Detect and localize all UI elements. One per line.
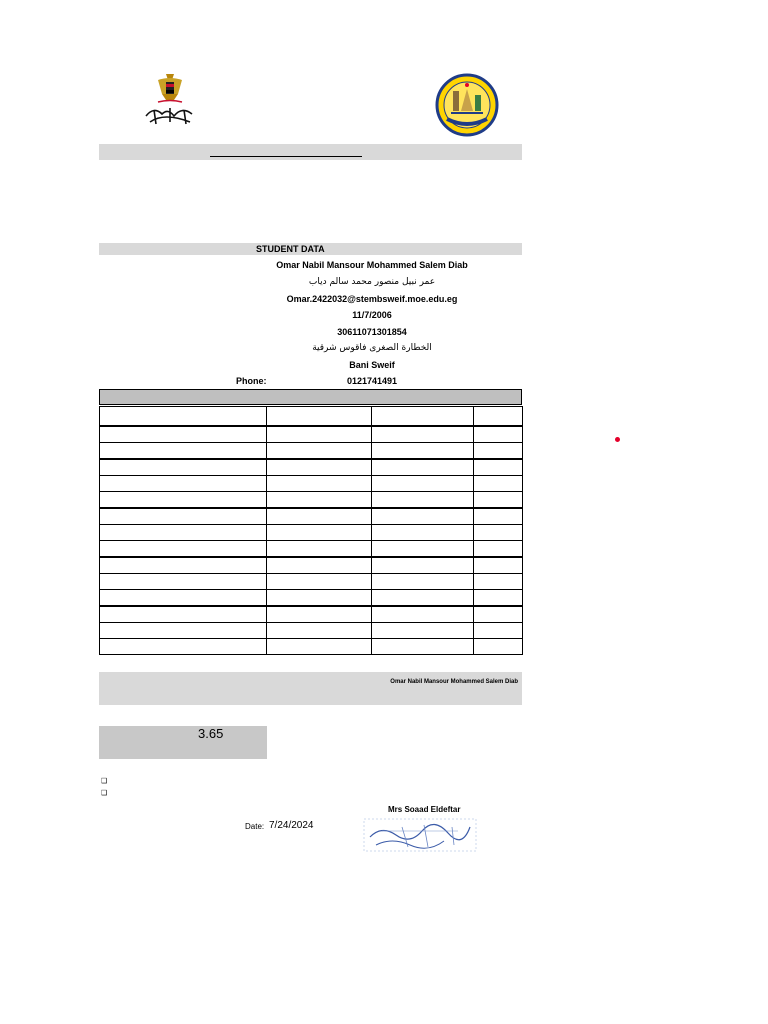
table-row xyxy=(100,426,523,443)
grades-table xyxy=(99,406,523,655)
student-name-bar xyxy=(99,672,522,705)
student-city: Bani Sweif xyxy=(349,360,395,370)
checkbox-bullet-1: ❑ xyxy=(101,778,108,785)
title-bar xyxy=(99,144,522,160)
table-row xyxy=(100,443,523,460)
signer-name: Mrs Soaad Eldeftar xyxy=(388,805,461,814)
footer-student-name: Omar Nabil Mansour Mohammed Salem Diab xyxy=(390,679,518,685)
ministry-logo xyxy=(144,72,196,128)
student-name-ar: عمر نبيل منصور محمد سالم دياب xyxy=(308,277,436,287)
student-data-title: STUDENT DATA xyxy=(256,244,325,254)
table-row xyxy=(100,492,523,509)
table-row xyxy=(100,407,523,427)
student-email: Omar.2422032@stembsweif.moe.edu.eg xyxy=(286,294,458,304)
date-value: 7/24/2024 xyxy=(269,820,314,831)
table-row xyxy=(100,557,523,574)
table-row xyxy=(100,476,523,492)
date-label: Date: xyxy=(245,822,265,831)
title-underline xyxy=(210,156,362,157)
student-national-id: 30611071301854 xyxy=(337,327,407,337)
table-row xyxy=(100,508,523,525)
table-row xyxy=(100,459,523,476)
student-address: الخطارة الصغرى فاقوس شرقية xyxy=(312,343,432,353)
table-row xyxy=(100,639,523,655)
student-phone: 0121741491 xyxy=(346,376,398,386)
table-row xyxy=(100,623,523,639)
school-logo xyxy=(433,73,501,137)
red-dot-marker xyxy=(615,437,620,442)
table-row xyxy=(100,574,523,590)
student-birth-date: 11/7/2006 xyxy=(352,310,392,320)
table-row xyxy=(100,525,523,541)
gpa-box xyxy=(99,726,267,759)
student-data-header xyxy=(99,243,522,255)
phone-label: Phone: xyxy=(236,376,267,386)
table-row xyxy=(100,590,523,607)
table-row xyxy=(100,541,523,558)
student-name-en: Omar Nabil Mansour Mohammed Salem Diab xyxy=(276,260,468,270)
grades-table-header xyxy=(99,389,522,405)
table-row xyxy=(100,606,523,623)
signature-stamp xyxy=(362,817,478,853)
gpa-value: 3.65 xyxy=(198,726,224,741)
checkbox-bullet-2: ❑ xyxy=(101,790,108,797)
